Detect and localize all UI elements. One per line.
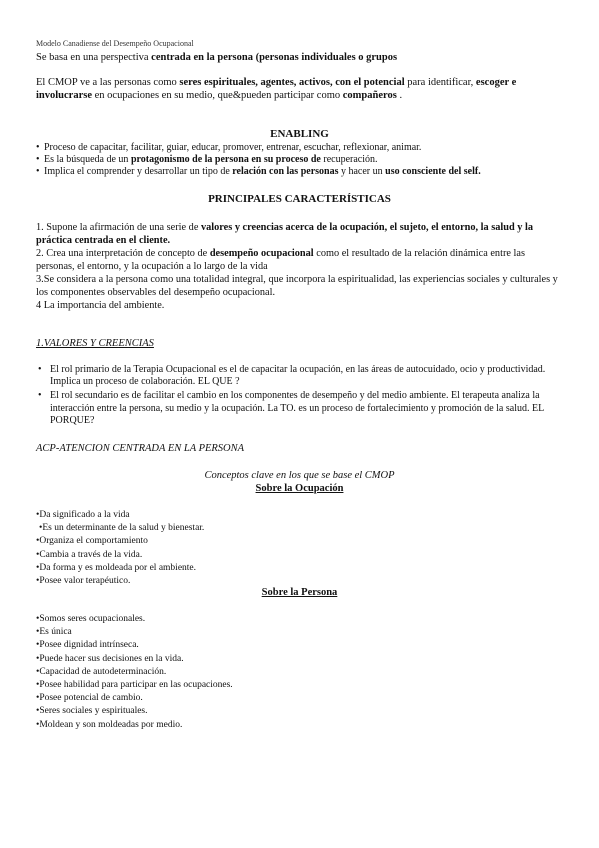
- list-item: • Moldean y son moldeadas por medio.: [36, 719, 233, 732]
- persona-heading: [0, 587, 599, 598]
- list-item-text: Es la búsqueda de un: [44, 154, 131, 166]
- ocupacion-heading: [0, 483, 599, 494]
- list-item: • Puede hacer sus decisiones en la vida.: [36, 653, 233, 666]
- list-item: • Es un determinante de la salud y bienestar.: [36, 522, 204, 535]
- list-item: • Posee valor terapéutico.: [36, 575, 204, 588]
- list-item: • El rol primario de la Terapia Ocupacional es el de capacitar la ocupación, en las áreas de autocuidado, ocio y productividad. Implica un proceso de colaboración. EL QUE ?: [36, 364, 546, 388]
- list-item: [36, 154, 566, 166]
- page-header: Modelo Canadiense del Desempeño Ocupacional: [36, 39, 194, 48]
- principales-bold: valores y creencias acerca de la ocupación, el sujeto, el entorno, la salud y la práctica centrada en el cliente.: [36, 222, 534, 246]
- list-item-bold: protagonismo de la persona en su proceso de: [130, 154, 321, 166]
- enabling-heading: [0, 128, 599, 140]
- enabling-title: ENABLING: [270, 128, 329, 140]
- intro-p2-bold: compañeros: [342, 90, 397, 101]
- list-item: • Cambia a través de la vida.: [36, 549, 204, 562]
- list-item: • Posee potencial de cambio.: [36, 692, 233, 705]
- principales-title: PRINCIPALES CARACTERÍSTICAS: [208, 193, 391, 205]
- list-item: • Es única: [36, 626, 233, 639]
- enabling-list: [36, 142, 566, 179]
- acp-heading: ACP-ATENCION CENTRADA EN LA PERSONA: [36, 443, 245, 454]
- intro-p2-bold: escoger e involucrarse: [36, 77, 517, 101]
- principales-item-3: 3.Se considera a la persona como una totalidad integral, que incorpora la espiritualidad, las experiencias sociales y culturales y los componentes observables del desempeño ocupacional.: [36, 274, 558, 298]
- conceptos-title: Conceptos clave en los que se base el CMOP: [204, 470, 395, 481]
- list-item-text: Implica el comprender y desarrollar un tipo de: [44, 166, 233, 178]
- list-item: • Seres sociales y espirituales.: [36, 705, 233, 718]
- persona-title: Sobre la Persona: [261, 587, 338, 598]
- valores-list: [36, 364, 546, 429]
- list-item-bold: uso consciente del self.: [385, 166, 481, 178]
- list-item-text: recuperación.: [320, 154, 378, 166]
- principales-item-4: 4 La importancia del ambiente.: [36, 300, 165, 311]
- valores-heading: 1.VALORES Y CREENCIAS: [36, 338, 154, 349]
- persona-list: [36, 613, 233, 732]
- list-item-text: y hacer un: [338, 166, 386, 178]
- intro-line: [36, 52, 397, 63]
- list-item: • Posee habilidad para participar en las ocupaciones.: [36, 679, 233, 692]
- list-item: • Organiza el comportamiento: [36, 535, 204, 548]
- list-item: • Capacidad de autodeterminación.: [36, 666, 233, 679]
- list-item: • El rol secundario es de facilitar el cambio en los componentes de desempeño y del medio ambiente. El terapeuta analiza la interacción entre la persona, su medio y la ocupación. La TO. es un proceso de fortalecimiento y promoción de la salud. EL PORQUE?: [36, 390, 546, 427]
- principales-text: como el resultado de la relación dinámica entre las personas, el entorno, y la ocupación a lo largo de la vida: [36, 248, 525, 272]
- principales-heading: [0, 193, 599, 205]
- intro-paragraph: [36, 76, 564, 102]
- list-item: • Da forma y es moldeada por el ambiente.: [36, 562, 204, 575]
- intro-p2-bold: seres espirituales, agentes, activos, con el potencial: [179, 77, 405, 88]
- principales-text: 2. Crea una interpretación de concepto de: [36, 248, 210, 259]
- intro-bold: centrada en la persona (personas individuales o grupos: [151, 52, 398, 63]
- intro-p2-text: .: [396, 90, 403, 101]
- principales-item-1: [36, 221, 564, 247]
- ocupacion-title: Sobre la Ocupación: [255, 483, 344, 494]
- principales-item-2: [36, 247, 564, 273]
- list-item: • Da significado a la vida: [36, 509, 204, 522]
- principales-body: [36, 221, 564, 312]
- list-item-bold: relación con las personas: [232, 166, 339, 178]
- list-item: • Posee dignidad intrínseca.: [36, 639, 233, 652]
- list-item: • Proceso de capacitar, facilitar, guiar, educar, promover, entrenar, escuchar, reflexionar, animar.: [36, 142, 566, 154]
- principales-text: 1. Supone la afirmación de una serie de: [36, 222, 201, 233]
- ocupacion-list: [36, 509, 204, 588]
- principales-bold: desempeño ocupacional: [209, 248, 314, 259]
- list-item: [36, 166, 566, 178]
- intro-p2-text: para identificar,: [404, 77, 476, 88]
- list-item: • Somos seres ocupacionales.: [36, 613, 233, 626]
- intro-p2-text: en ocupaciones en su medio, que&pueden participar como: [92, 90, 343, 101]
- intro-text: Se basa en una perspectiva: [36, 52, 152, 63]
- intro-p2-text: El CMOP ve a las personas como: [36, 77, 180, 88]
